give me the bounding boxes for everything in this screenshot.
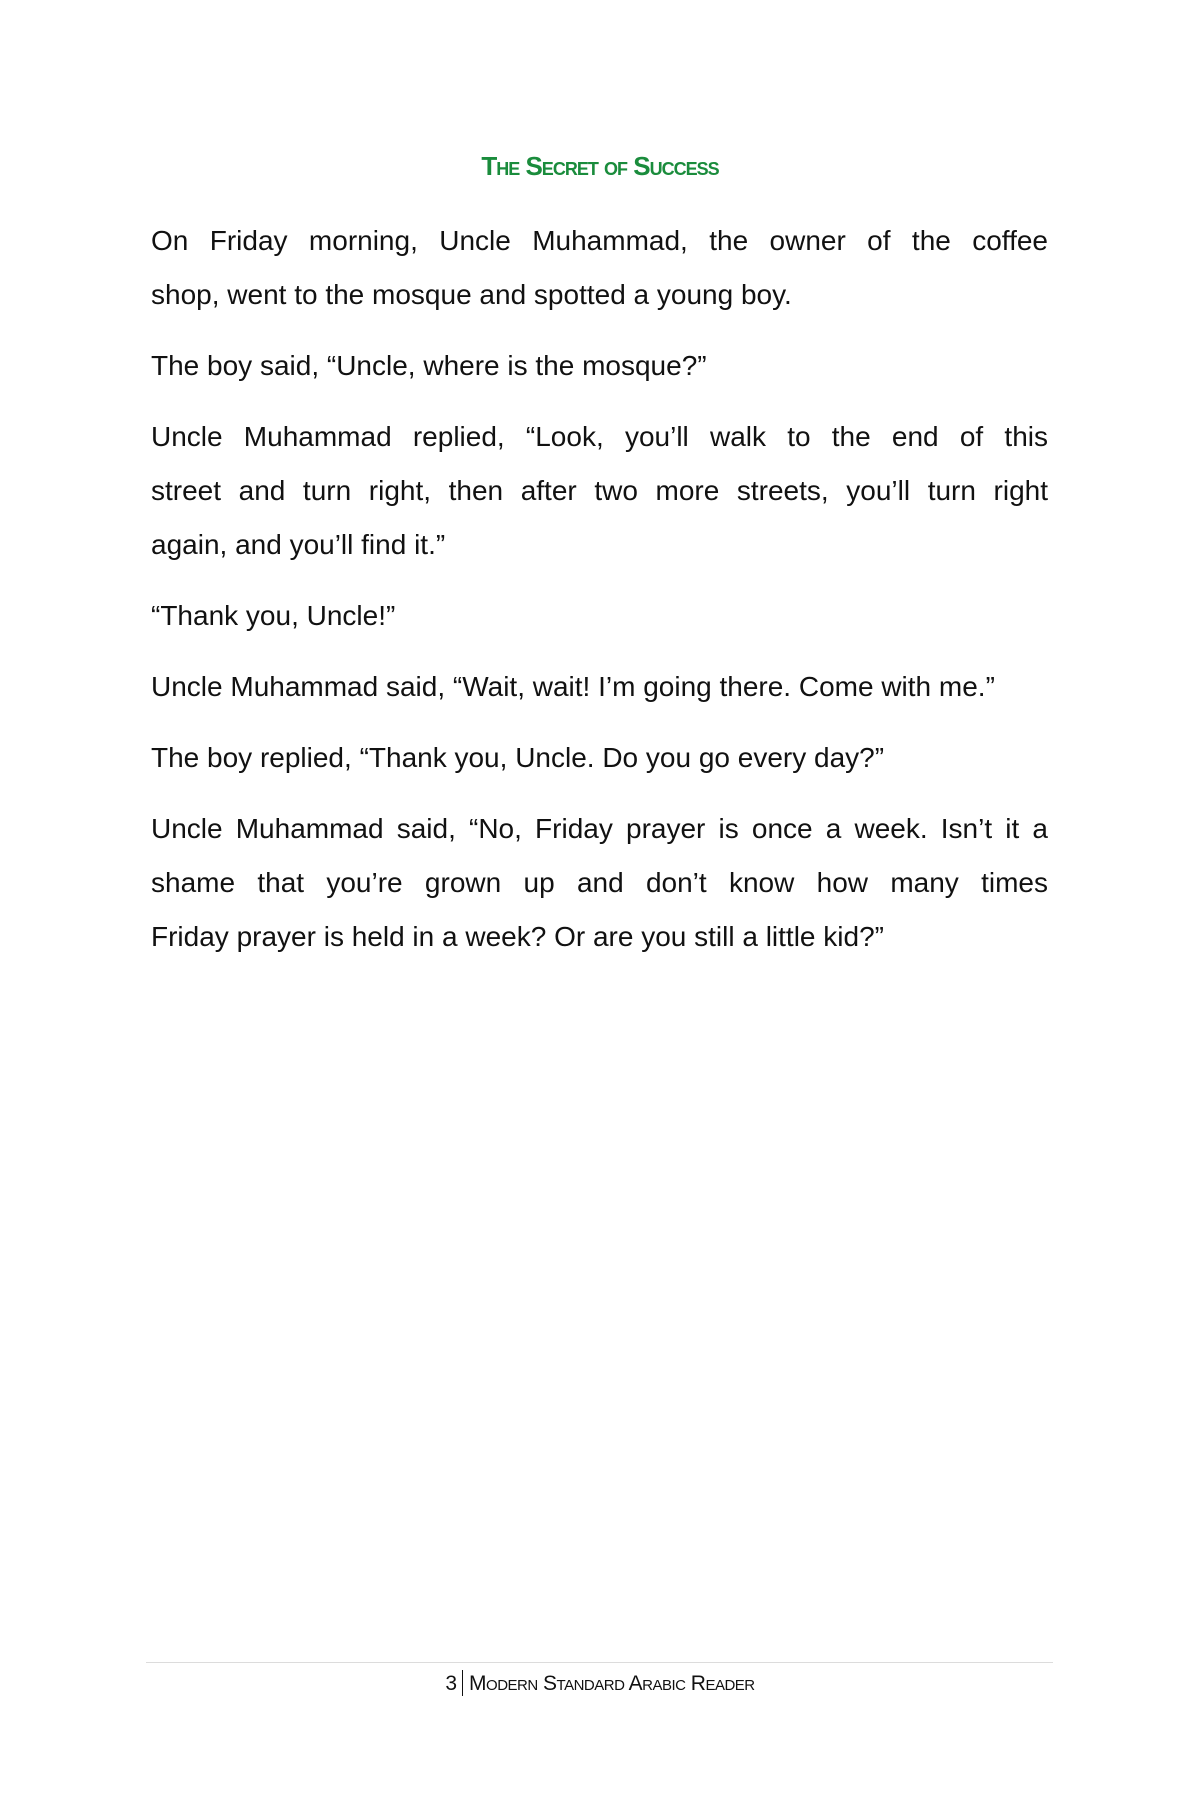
text-line: shop, went to the mosque and spotted a young boy. bbox=[151, 279, 792, 310]
paragraph-4 bbox=[151, 589, 1048, 643]
paragraph-7 bbox=[151, 802, 1048, 964]
page-number: 3 bbox=[445, 1672, 458, 1695]
footer-separator bbox=[462, 1670, 463, 1696]
text-line: Uncle Muhammad said, “Wait, wait! I’m going there. Come with me.” bbox=[151, 671, 995, 702]
text-line: Uncle Muhammad replied, “Look, you’ll walk to the end of this bbox=[151, 421, 1048, 452]
text-line: Friday prayer is held in a week? Or are you still a little kid?” bbox=[151, 921, 884, 952]
text-line: The boy said, “Uncle, where is the mosque?” bbox=[151, 350, 707, 381]
paragraph-6 bbox=[151, 731, 1048, 785]
text-line: again, and you’ll find it.” bbox=[151, 529, 446, 560]
book-title: Modern Standard Arabic Reader bbox=[469, 1672, 755, 1695]
story-body bbox=[151, 214, 1048, 981]
page-title: The Secret of Success bbox=[481, 151, 719, 181]
paragraph-5 bbox=[151, 660, 1048, 714]
text-line: Uncle Muhammad said, “No, Friday prayer is once a week. Isn’t it a bbox=[151, 813, 1048, 844]
paragraph-3 bbox=[151, 410, 1048, 572]
text-line: The boy replied, “Thank you, Uncle. Do you go every day?” bbox=[151, 742, 885, 773]
page-footer bbox=[0, 1670, 1200, 1698]
text-line: On Friday morning, Uncle Muhammad, the owner of the coffee bbox=[151, 225, 1048, 256]
text-line: shame that you’re grown up and don’t know how many times bbox=[151, 867, 1048, 898]
text-line: “Thank you, Uncle!” bbox=[151, 600, 396, 631]
paragraph-2 bbox=[151, 339, 1048, 393]
paragraph-1 bbox=[151, 214, 1048, 322]
footer-divider bbox=[146, 1662, 1053, 1663]
text-line: street and turn right, then after two more streets, you’ll turn right bbox=[151, 475, 1048, 506]
